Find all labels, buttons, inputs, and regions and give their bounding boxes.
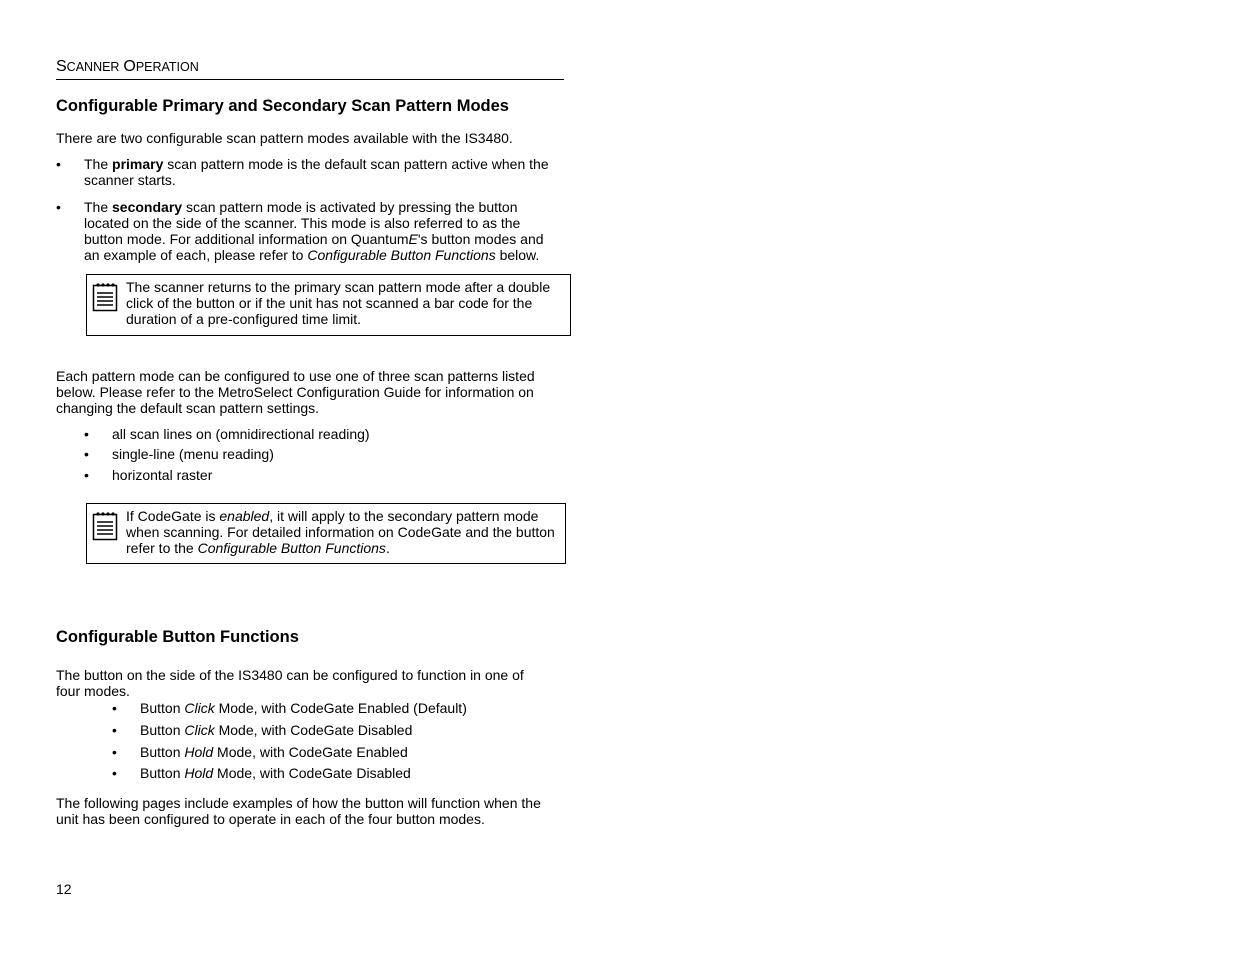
list-item-secondary-mode: • The secondary scan pattern mode is activated by pressing the button located on the side of the scanner. This mode is also referred to as the button mode. For additional information on QuantumE's button modes and an example of each, please refer to Configurable Button Functions below. [56,199,544,263]
note-box-primary-return: The scanner returns to the primary scan pattern mode after a double click of the button or if the unit has not scanned a bar code for the duration of a pre-configured time limit. [86,274,571,336]
running-header: SCANNER OPERATION [56,58,564,80]
pattern-paragraph: Each pattern mode can be configured to use one of three scan patterns listed below. Please refer to the MetroSelect Configuration Guide for information on changing the default scan pattern settings. [56,368,535,416]
button-outro-paragraph: The following pages include examples of how the button will function when the unit has been configured to operate in each of the four button modes. [56,795,541,827]
note-box-codegate: If CodeGate is enabled, it will apply to the secondary pattern mode when scanning. For detailed information on CodeGate and the button refer to the Configurable Button Functions. [86,503,566,564]
list-item: • all scan lines on (omnidirectional reading) [84,426,370,442]
list-item: • horizontal raster [84,467,213,483]
page-number: 12 [56,881,72,897]
notepad-icon [92,282,118,312]
list-item-primary-mode: • The primary scan pattern mode is the default scan pattern active when the scanner starts. [56,156,549,188]
notepad-icon [92,511,118,541]
list-item: • Button Click Mode, with CodeGate Enabled (Default) [112,700,467,716]
list-item: • Button Hold Mode, with CodeGate Disabled [112,765,411,781]
list-item: • single-line (menu reading) [84,446,274,462]
intro-paragraph: There are two configurable scan pattern modes available with the IS3480. [56,130,513,146]
section-title-scan-pattern-modes: Configurable Primary and Secondary Scan Pattern Modes [56,97,509,115]
list-item: • Button Hold Mode, with CodeGate Enabled [112,744,408,760]
button-intro-paragraph: The button on the side of the IS3480 can be configured to function in one of four modes. [56,667,524,699]
section-title-button-functions: Configurable Button Functions [56,628,299,646]
list-item: • Button Click Mode, with CodeGate Disabled [112,722,413,738]
